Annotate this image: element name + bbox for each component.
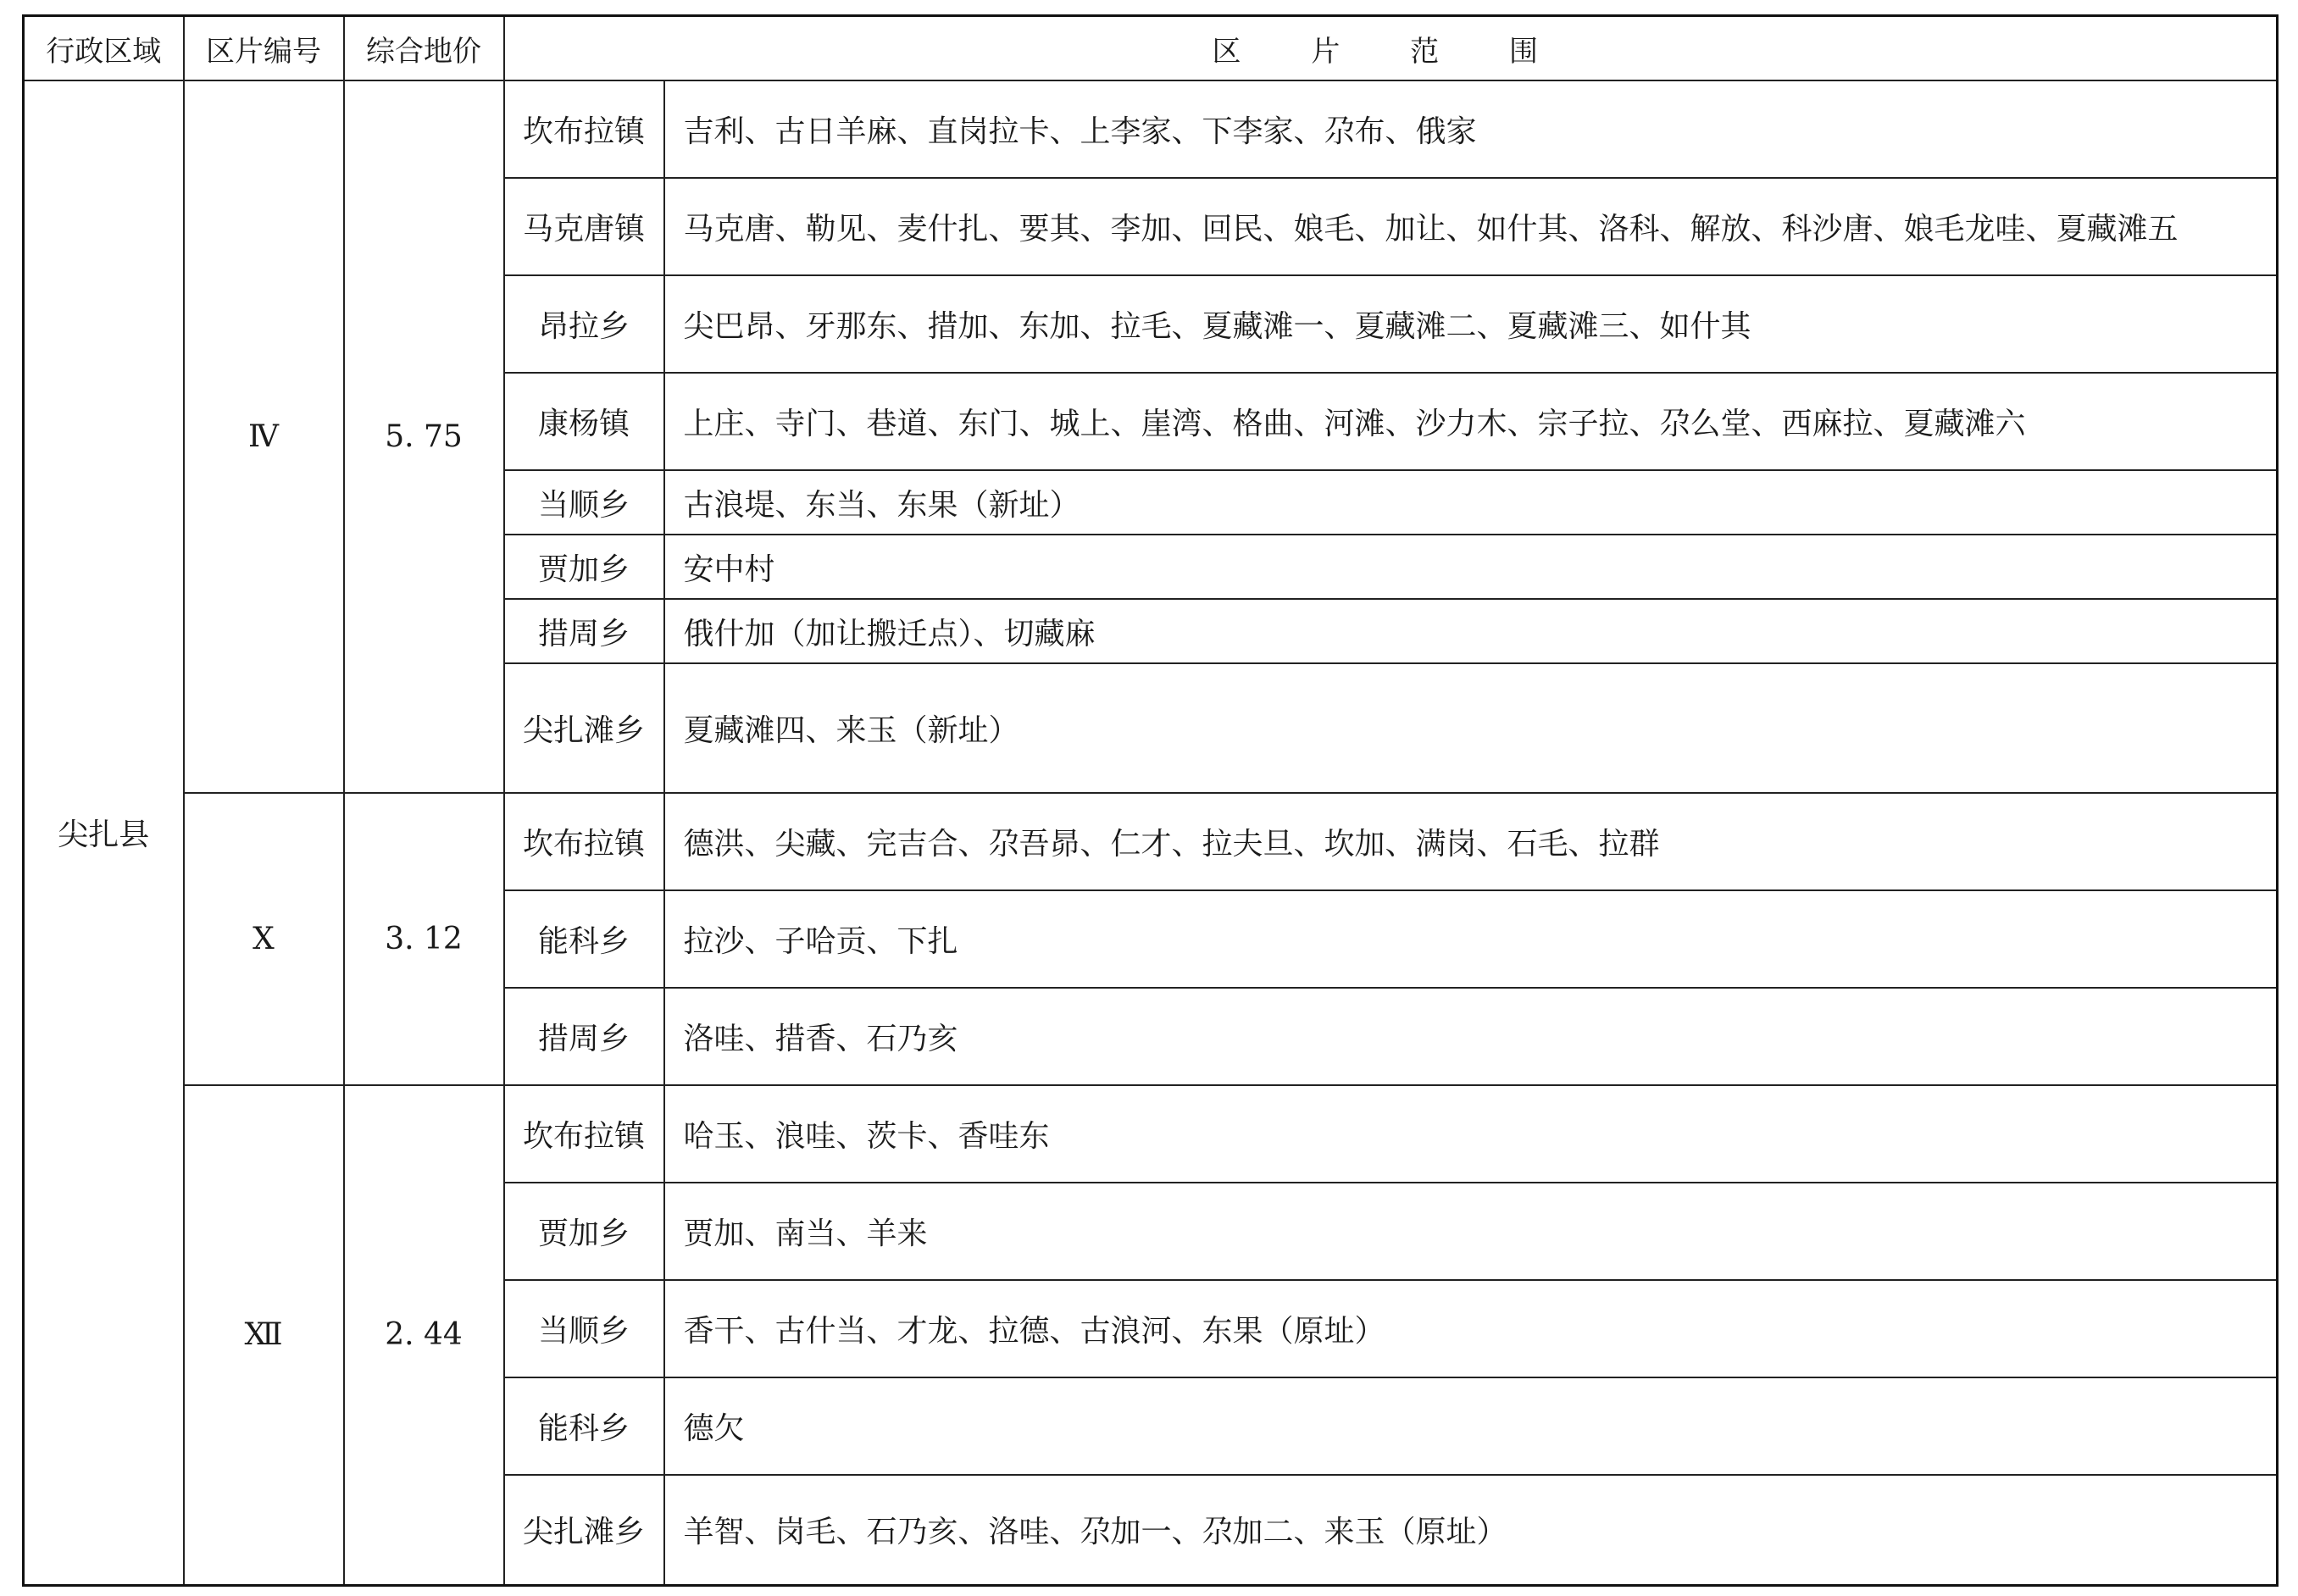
range-cell: 哈玉、浪哇、茨卡、香哇东	[664, 1085, 2278, 1183]
district-cell: Ⅹ	[184, 793, 344, 1085]
range-cell: 德洪、尖藏、完吉合、尕吾昴、仁才、拉夫旦、坎加、满岗、石毛、拉群	[664, 793, 2278, 890]
town-cell: 当顺乡	[504, 1280, 664, 1377]
header-range	[504, 16, 2278, 81]
header-admin-region: 行政区域	[24, 16, 184, 81]
price-cell: 2. 44	[344, 1085, 504, 1585]
town-cell: 贾加乡	[504, 535, 664, 599]
town-cell: 措周乡	[504, 988, 664, 1085]
price-cell: 5. 75	[344, 80, 504, 793]
header-range-label: 区 片 范 围	[1212, 34, 1568, 69]
town-cell: 马克唐镇	[504, 178, 664, 275]
table-row	[24, 1085, 2278, 1183]
range-cell: 马克唐、勒见、麦什扎、要其、李加、回民、娘毛、加让、如什其、洛科、解放、科沙唐、娘毛龙哇、夏藏滩五	[664, 178, 2278, 275]
range-cell: 夏藏滩四、来玉（新址）	[664, 663, 2278, 793]
range-cell: 洛哇、措香、石乃亥	[664, 988, 2278, 1085]
range-cell: 拉沙、子哈贡、下扎	[664, 890, 2278, 988]
range-cell: 贾加、南当、羊来	[664, 1183, 2278, 1280]
range-cell: 吉利、古日羊麻、直岗拉卡、上李家、下李家、尕布、俄家	[664, 80, 2278, 178]
county-cell: 尖扎县	[24, 80, 184, 1585]
town-cell: 尖扎滩乡	[504, 663, 664, 793]
land-price-table	[22, 14, 2279, 1587]
table-header-row	[24, 16, 2278, 81]
town-cell: 昂拉乡	[504, 275, 664, 373]
town-cell: 坎布拉镇	[504, 793, 664, 890]
town-cell: 能科乡	[504, 890, 664, 988]
district-cell: Ⅻ	[184, 1085, 344, 1585]
range-cell: 安中村	[664, 535, 2278, 599]
town-cell: 措周乡	[504, 599, 664, 663]
range-cell: 尖巴昂、牙那东、措加、东加、拉毛、夏藏滩一、夏藏滩二、夏藏滩三、如什其	[664, 275, 2278, 373]
header-district-no: 区片编号	[184, 16, 344, 81]
range-cell: 香干、古什当、才龙、拉德、古浪河、东果（原址）	[664, 1280, 2278, 1377]
town-cell: 尖扎滩乡	[504, 1475, 664, 1585]
district-cell: Ⅳ	[184, 80, 344, 793]
price-cell: 3. 12	[344, 793, 504, 1085]
range-cell: 德欠	[664, 1377, 2278, 1475]
town-cell: 坎布拉镇	[504, 80, 664, 178]
range-cell: 古浪堤、东当、东果（新址）	[664, 470, 2278, 535]
town-cell: 坎布拉镇	[504, 1085, 664, 1183]
town-cell: 康杨镇	[504, 373, 664, 470]
range-cell: 俄什加（加让搬迁点）、切藏麻	[664, 599, 2278, 663]
town-cell: 能科乡	[504, 1377, 664, 1475]
town-cell: 当顺乡	[504, 470, 664, 535]
table-row	[24, 793, 2278, 890]
table-row	[24, 80, 2278, 178]
range-cell: 上庄、寺门、巷道、东门、城上、崖湾、格曲、河滩、沙力木、宗子拉、尕么堂、西麻拉、夏藏滩六	[664, 373, 2278, 470]
header-price: 综合地价	[344, 16, 504, 81]
town-cell: 贾加乡	[504, 1183, 664, 1280]
range-cell: 羊智、岗毛、石乃亥、洛哇、尕加一、尕加二、来玉（原址）	[664, 1475, 2278, 1585]
